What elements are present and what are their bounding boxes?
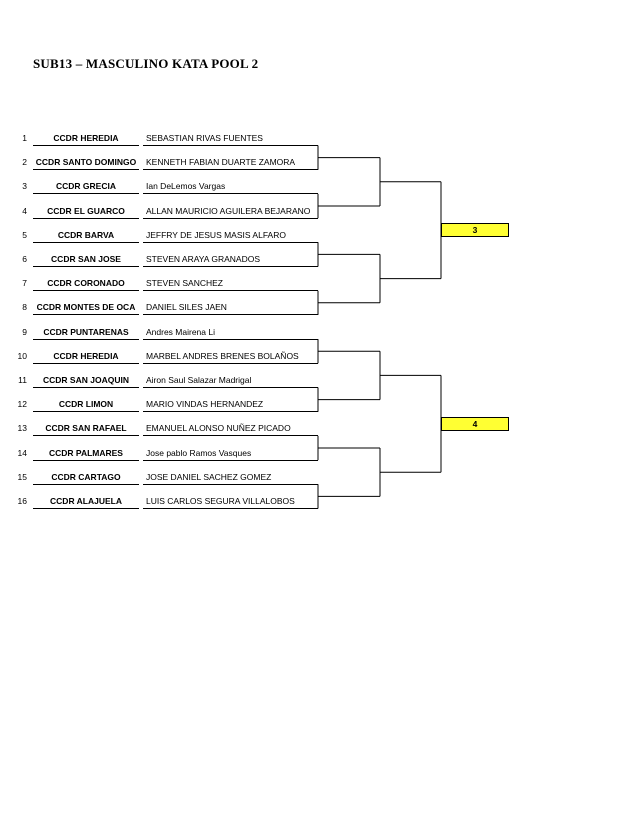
entry-athlete: Ian DeLemos Vargas [146, 181, 226, 192]
entry-athlete: EMANUEL ALONSO NUÑEZ PICADO [146, 423, 291, 434]
athlete-underline [143, 363, 318, 364]
entry-athlete: SEBASTIAN RIVAS FUENTES [146, 133, 263, 143]
entry-row [0, 495, 638, 507]
entry-number: 13 [17, 423, 27, 434]
entry-club: CCDR ALAJUELA [50, 496, 122, 506]
entry-row [0, 229, 638, 241]
entry-club: CCDR CORONADO [47, 278, 125, 289]
club-underline [33, 484, 139, 485]
entry-row [0, 326, 638, 338]
entry-number: 3 [22, 181, 27, 192]
athlete-underline [143, 484, 318, 485]
entry-athlete: ALLAN MAURICIO AGUILERA BEJARANO [146, 205, 311, 216]
entry-number: 12 [17, 399, 27, 410]
entry-club: CCDR LIMON [58, 399, 114, 410]
entry-row [0, 277, 638, 289]
athlete-underline [143, 266, 318, 267]
athlete-underline [143, 339, 318, 340]
entry-number: 8 [22, 302, 27, 313]
entry-club: CCDR HEREDIA [53, 133, 119, 143]
entry-number: 10 [17, 350, 27, 361]
entry-club: CCDR BARVA [57, 229, 115, 240]
club-underline [33, 411, 139, 412]
entry-number: 5 [22, 229, 27, 240]
entry-row [0, 205, 638, 217]
entry-number: 4 [22, 205, 27, 216]
entry-club: CCDR SAN JOSE [51, 254, 121, 264]
entry-athlete: LUIS CARLOS SEGURA VILLALOBOS [146, 496, 295, 506]
entry-club: CCDR SAN RAFAEL [45, 423, 127, 434]
athlete-underline [143, 242, 318, 243]
entry-row [0, 471, 638, 483]
entry-club: CCDR PUNTARENAS [43, 326, 129, 337]
athlete-underline [143, 435, 318, 436]
entry-club: CCDR PALMARES [49, 447, 123, 458]
pool-final-box-bottom: 4 [441, 417, 509, 431]
athlete-underline [143, 290, 318, 291]
athlete-underline [143, 218, 318, 219]
club-underline [33, 145, 139, 146]
entry-row [0, 253, 638, 265]
entry-row [0, 301, 638, 313]
entry-athlete: Andres Mairena Li [146, 326, 215, 337]
entry-club: CCDR CARTAGO [51, 471, 121, 482]
entry-athlete: Airon Saul Salazar Madrigal [146, 375, 252, 385]
club-underline [33, 169, 139, 170]
athlete-underline [143, 193, 318, 194]
club-underline [33, 218, 139, 219]
entry-row [0, 350, 638, 362]
club-underline [33, 339, 139, 340]
entry-club: CCDR SANTO DOMINGO [35, 157, 137, 168]
page-title: SUB13 – MASCULINO KATA POOL 2 [33, 56, 259, 71]
entry-number: 9 [22, 326, 27, 337]
athlete-underline [143, 508, 318, 509]
club-underline [33, 508, 139, 509]
entry-row [0, 180, 638, 192]
entry-number: 11 [18, 375, 27, 385]
entry-athlete: KENNETH FABIAN DUARTE ZAMORA [146, 157, 296, 168]
entry-row [0, 422, 638, 434]
entry-athlete: MARIO VINDAS HERNANDEZ [146, 399, 264, 410]
club-underline [33, 387, 139, 388]
athlete-underline [143, 460, 318, 461]
athlete-underline [143, 145, 318, 146]
entry-athlete: JEFFRY DE JESUS MASIS ALFARO [146, 229, 286, 240]
entry-athlete: STEVEN SANCHEZ [146, 278, 223, 289]
entry-number: 6 [22, 254, 27, 264]
entry-club: CCDR SAN JOAQUIN [43, 375, 129, 385]
entry-number: 7 [22, 278, 27, 289]
athlete-underline [143, 169, 318, 170]
entry-club: CCDR HEREDIA [53, 350, 119, 361]
club-underline [33, 435, 139, 436]
entry-club: CCDR MONTES DE OCA [36, 302, 136, 313]
athlete-underline [143, 387, 318, 388]
athlete-underline [143, 314, 318, 315]
club-underline [33, 193, 139, 194]
entry-athlete: MARBEL ANDRES BRENES BOLAÑOS [146, 350, 299, 361]
club-underline [33, 242, 139, 243]
entry-athlete: JOSE DANIEL SACHEZ GOMEZ [146, 471, 272, 482]
club-underline [33, 266, 139, 267]
entry-row [0, 447, 638, 459]
entry-number: 2 [22, 157, 27, 168]
club-underline [33, 363, 139, 364]
entry-number: 14 [17, 447, 27, 458]
pool-final-box-top: 3 [441, 223, 509, 237]
club-underline [33, 290, 139, 291]
entry-club: CCDR GRECIA [56, 181, 116, 192]
entry-row [0, 374, 638, 386]
entry-number: 1 [22, 133, 27, 143]
entry-row [0, 398, 638, 410]
club-underline [33, 460, 139, 461]
club-underline [33, 314, 139, 315]
entry-athlete: Jose pablo Ramos Vasques [146, 447, 252, 458]
entry-number: 15 [17, 471, 27, 482]
entry-athlete: STEVEN ARAYA GRANADOS [146, 254, 260, 264]
entry-club: CCDR EL GUARCO [47, 205, 125, 216]
athlete-underline [143, 411, 318, 412]
entry-row [0, 132, 638, 144]
entry-row [0, 156, 638, 168]
entry-athlete: DANIEL SILES JAEN [146, 302, 227, 313]
entry-number: 16 [17, 496, 27, 506]
